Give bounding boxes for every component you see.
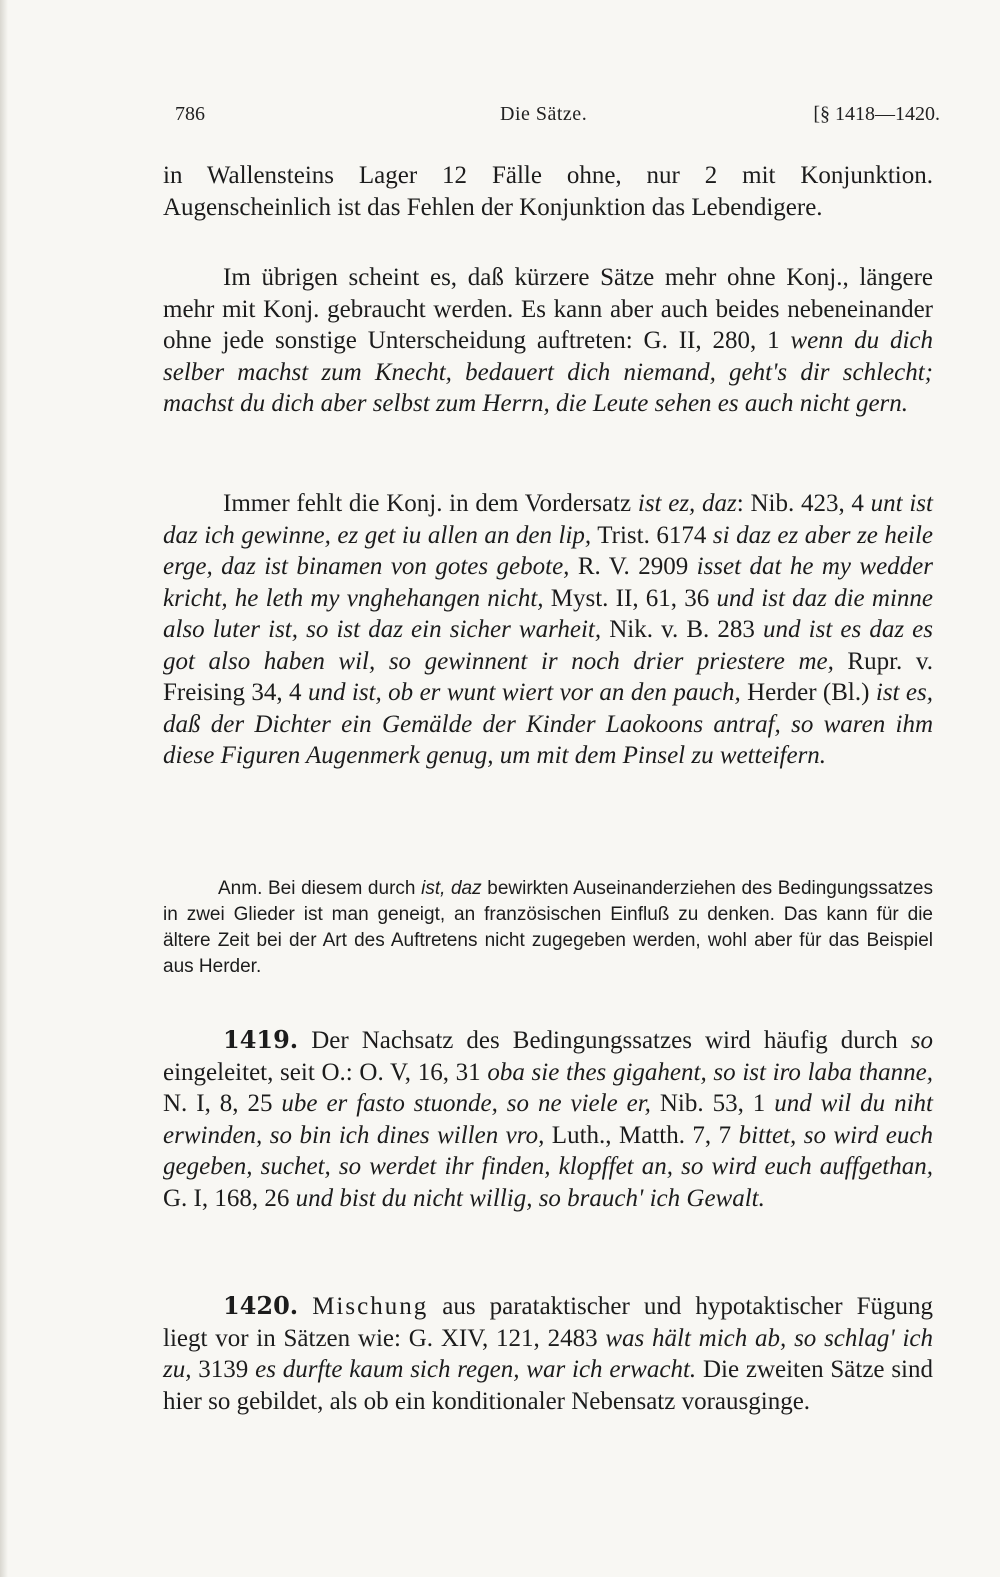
text-run: Der Nachsatz des Bedingungssatzes wird häufig durch — [298, 1027, 911, 1054]
quote: und wil du niht erwinden, so bin ich dines willen vro, — [163, 1090, 933, 1149]
quote: si daz ez aber ze heile erge, daz ist binamen von gotes gebote, — [163, 521, 934, 580]
quote: und ist, ob er wunt wiert vor an den pauch, — [307, 679, 741, 706]
text-run: 3139 — [191, 1356, 256, 1383]
quote: bittet, so wird euch gegeben, suchet, so werdet ihr finden, klopffet an, so wird euch auffgethan, — [163, 1121, 933, 1180]
text-run: R. V. 2909 — [569, 553, 697, 580]
quote: unt ist daz ich gewinne, ez get iu allen an den lip, — [163, 490, 933, 549]
page-edge — [0, 0, 8, 1577]
text-run: bewirkten Auseinanderziehen des Bedingungssatzes in zwei Glieder ist man geneigt, an französischen Einfluß zu denken. Das kann für die ältere Zeit bei der Art des Auftretens nicht zugegeben werden, wohl aber für das Beispiel aus Herder. — [163, 878, 933, 977]
page-number: 786 — [175, 103, 205, 125]
text-run: Trist. 6174 — [591, 521, 713, 549]
section-1419 — [163, 1024, 933, 1214]
quote: ist, daz — [421, 878, 482, 899]
text-run: Nik. v. B. 283 — [601, 616, 764, 643]
note-label: Anm. — [218, 878, 263, 899]
quote: ist ez, daz — [637, 490, 737, 517]
quote: so — [910, 1027, 933, 1054]
paragraph-ist-ez-daz — [163, 488, 933, 772]
section-range: [§ 1418—1420. — [813, 103, 940, 125]
text-run: Herder (Bl.) — [740, 679, 876, 706]
paragraph-konj-length — [163, 262, 933, 420]
text-run: G. I, 168, 26 — [163, 1184, 296, 1212]
text-run: Bei diesem durch — [262, 878, 422, 899]
text-run: Myst. II, 61, 36 — [543, 584, 717, 612]
running-header — [175, 103, 940, 133]
paragraph-text: in Wallensteins Lager 12 Fälle ohne, nur 2 mit Konjunktion. Augenscheinlich ist das Fehlen der Konjunktion das Lebendigere. — [163, 162, 933, 221]
text-run: : Nib. 423, 4 — [736, 490, 871, 517]
text-run: Nib. 53, 1 — [650, 1090, 775, 1117]
text-run: Die zweiten Sätze sind hier so gebildet, als ob ein konditionaler Nebensatz vorausginge. — [163, 1356, 934, 1415]
quote: isset dat he my wedder kricht, he leth my vnghehangen nicht, — [163, 553, 934, 612]
quote: und ist daz die minne also luter ist, so ist daz ein sicher warheit, — [163, 584, 933, 643]
text-run: Im übrigen scheint es, daß kürzere Sätze mehr ohne Konj., längere mehr mit Konj. gebraucht werden. Es kann aber auch beides nebeneinander ohne jede sonstige Unterscheidung auftreten: G. II, 280, 1 — [163, 264, 933, 354]
text-run: Luth., Matth. 7, 7 — [544, 1121, 739, 1149]
paragraph-continuation — [163, 160, 933, 223]
running-title: Die Sätze. — [500, 103, 588, 125]
quote: ist es, daß der Dichter ein Gemälde der Kinder Laokoons antraf, so waren ihm diese Figuren Augenmerk genug, um mit dem Pinsel zu wetteifern. — [163, 679, 933, 769]
quote-goethe: wenn du dich selber machst zum Knecht, bedauert dich niemand, geht's dir schlecht; machst du dich aber selbst zum Herrn, die Leute sehen es auch nicht gern. — [163, 327, 933, 417]
section-number: 1419. — [223, 1025, 299, 1054]
quote: es durfte kaum sich regen, war ich erwacht. — [255, 1356, 697, 1383]
quote: und ist es daz es got also haben wil, so gewinnent ir noch drier priestere me, — [163, 616, 934, 675]
text-run: eingeleitet, seit O.: O. V, 16, 31 — [163, 1058, 488, 1086]
spaced-term: Mischung — [312, 1293, 429, 1320]
section-1420 — [163, 1290, 933, 1417]
section-number: 1420. — [223, 1291, 299, 1320]
quote: ube er fasto stuonde, so ne viele er, — [281, 1090, 651, 1117]
text-run: Immer fehlt die Konj. in dem Vordersatz — [223, 490, 638, 517]
text-run: Rupr. v. Freising 34, 4 — [163, 647, 933, 706]
quote: was hält mich ab, so schlag' ich zu, — [163, 1324, 933, 1383]
quote: und bist du nicht willig, so brauch' ich Gewalt. — [295, 1184, 765, 1212]
quote: oba sie thes gigahent, so ist iro laba thanne, — [487, 1058, 933, 1086]
footnote-anm — [163, 876, 933, 980]
text-run: N. I, 8, 25 — [163, 1090, 282, 1117]
text-run: aus parataktischer und hypotaktischer Fügung liegt vor in Sätzen wie: G. XIV, 121, 2483 — [163, 1293, 934, 1352]
